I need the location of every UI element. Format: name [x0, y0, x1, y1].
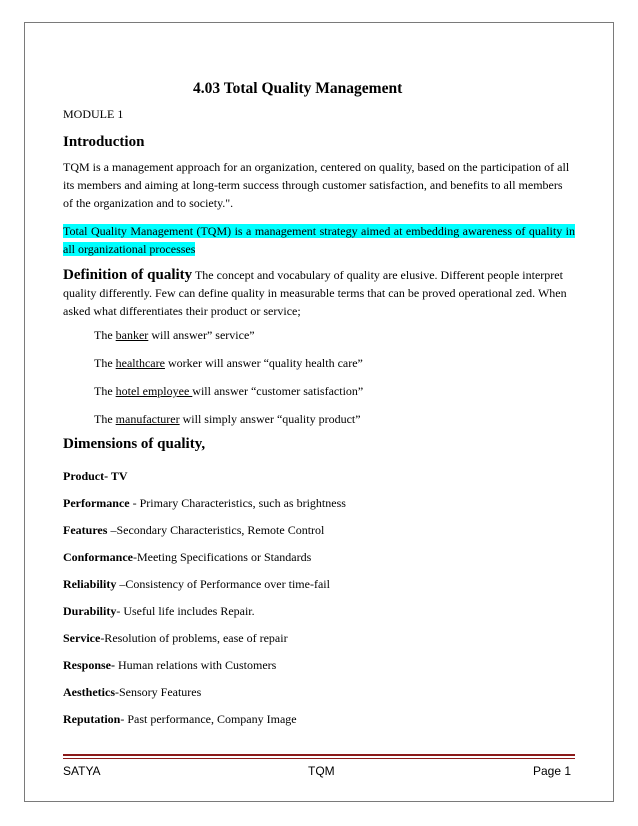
response-prefix: The: [94, 412, 116, 426]
dimension-item: [63, 658, 276, 673]
response-suffix: worker will answer “quality health care”: [164, 356, 363, 370]
footer-page-number: Page 1: [533, 764, 572, 778]
footer-rule-thin: [63, 758, 575, 759]
response-role: manufacturer: [115, 412, 180, 426]
dimension-term: Performance: [63, 496, 130, 510]
response-hotel-employee: [94, 384, 363, 399]
dimension-item: [63, 604, 255, 619]
dimension-desc: –Consistency of Performance over time-fail: [116, 577, 330, 591]
response-prefix: The: [94, 328, 116, 342]
definition-paragraph: [63, 266, 575, 320]
response-suffix: will simply answer “quality product”: [179, 412, 361, 426]
product-label: [63, 469, 128, 484]
dimension-item: [63, 631, 288, 646]
dimension-desc: –Secondary Characteristics, Remote Control: [107, 523, 325, 537]
dimension-desc: - Useful life includes Repair.: [116, 604, 255, 618]
dimension-desc: - Past performance, Company Image: [120, 712, 297, 726]
highlighted-text: Total Quality Management (TQM) is a management strategy aimed at embedding awareness of quality in all organizational processes: [63, 224, 575, 256]
response-healthcare: [94, 356, 363, 371]
dimension-desc: -Meeting Specifications or Standards: [132, 550, 312, 564]
dimension-term: Aesthetics: [63, 685, 115, 699]
response-role: hotel employee: [115, 384, 193, 398]
response-banker: [94, 328, 255, 343]
footer-author: SATYA: [63, 764, 101, 778]
response-suffix: will answer “customer satisfaction”: [192, 384, 364, 398]
dimensions-heading: Dimensions of quality,: [63, 436, 206, 452]
dimension-item: [63, 712, 297, 727]
response-role: banker: [115, 328, 149, 342]
dimension-item: [63, 685, 201, 700]
response-suffix: will answer” service”: [148, 328, 255, 342]
response-role: healthcare: [115, 356, 165, 370]
definition-text: The concept and vocabulary of quality are elusive. Different people interpret quality differently. Few can define quality in measurable terms that can be proved operational zed. When asked what differentiates their product or service;: [63, 268, 567, 318]
footer-subject: TQM: [308, 764, 335, 778]
intro-heading: Introduction: [63, 134, 145, 150]
dimension-term: Conformance: [63, 550, 133, 564]
definition-heading: Definition of quality: [63, 267, 193, 283]
dimension-term: Reputation: [63, 712, 121, 726]
dimension-term: Service: [63, 631, 101, 645]
dimension-item: [63, 523, 324, 538]
dimension-item: [63, 550, 311, 565]
dimension-desc: -Resolution of problems, ease of repair: [100, 631, 288, 645]
dimension-term: Features: [63, 523, 108, 537]
footer-rule-thick: [63, 754, 575, 756]
product-label-text: Product- TV: [63, 469, 128, 483]
dimension-desc: Human relations with Customers: [115, 658, 277, 672]
response-prefix: The: [94, 384, 116, 398]
dimension-desc: - Primary Characteristics, such as brightness: [129, 496, 346, 510]
response-manufacturer: [94, 412, 361, 427]
dimension-item: [63, 496, 346, 511]
highlighted-paragraph: [63, 222, 575, 258]
response-prefix: The: [94, 356, 116, 370]
dimension-term: Durability: [63, 604, 117, 618]
intro-paragraph: TQM is a management approach for an organization, centered on quality, based on the participation of all its members and aiming at long-term success through customer satisfaction, and benefits to all members of the organization and to society.".: [63, 160, 570, 210]
document-title: 4.03 Total Quality Management: [193, 80, 403, 97]
dimension-term: Response-: [63, 658, 116, 672]
dimension-desc: -Sensory Features: [114, 685, 202, 699]
module-label: MODULE 1: [63, 107, 124, 121]
dimension-term: Reliability: [63, 577, 117, 591]
dimension-item: [63, 577, 330, 592]
